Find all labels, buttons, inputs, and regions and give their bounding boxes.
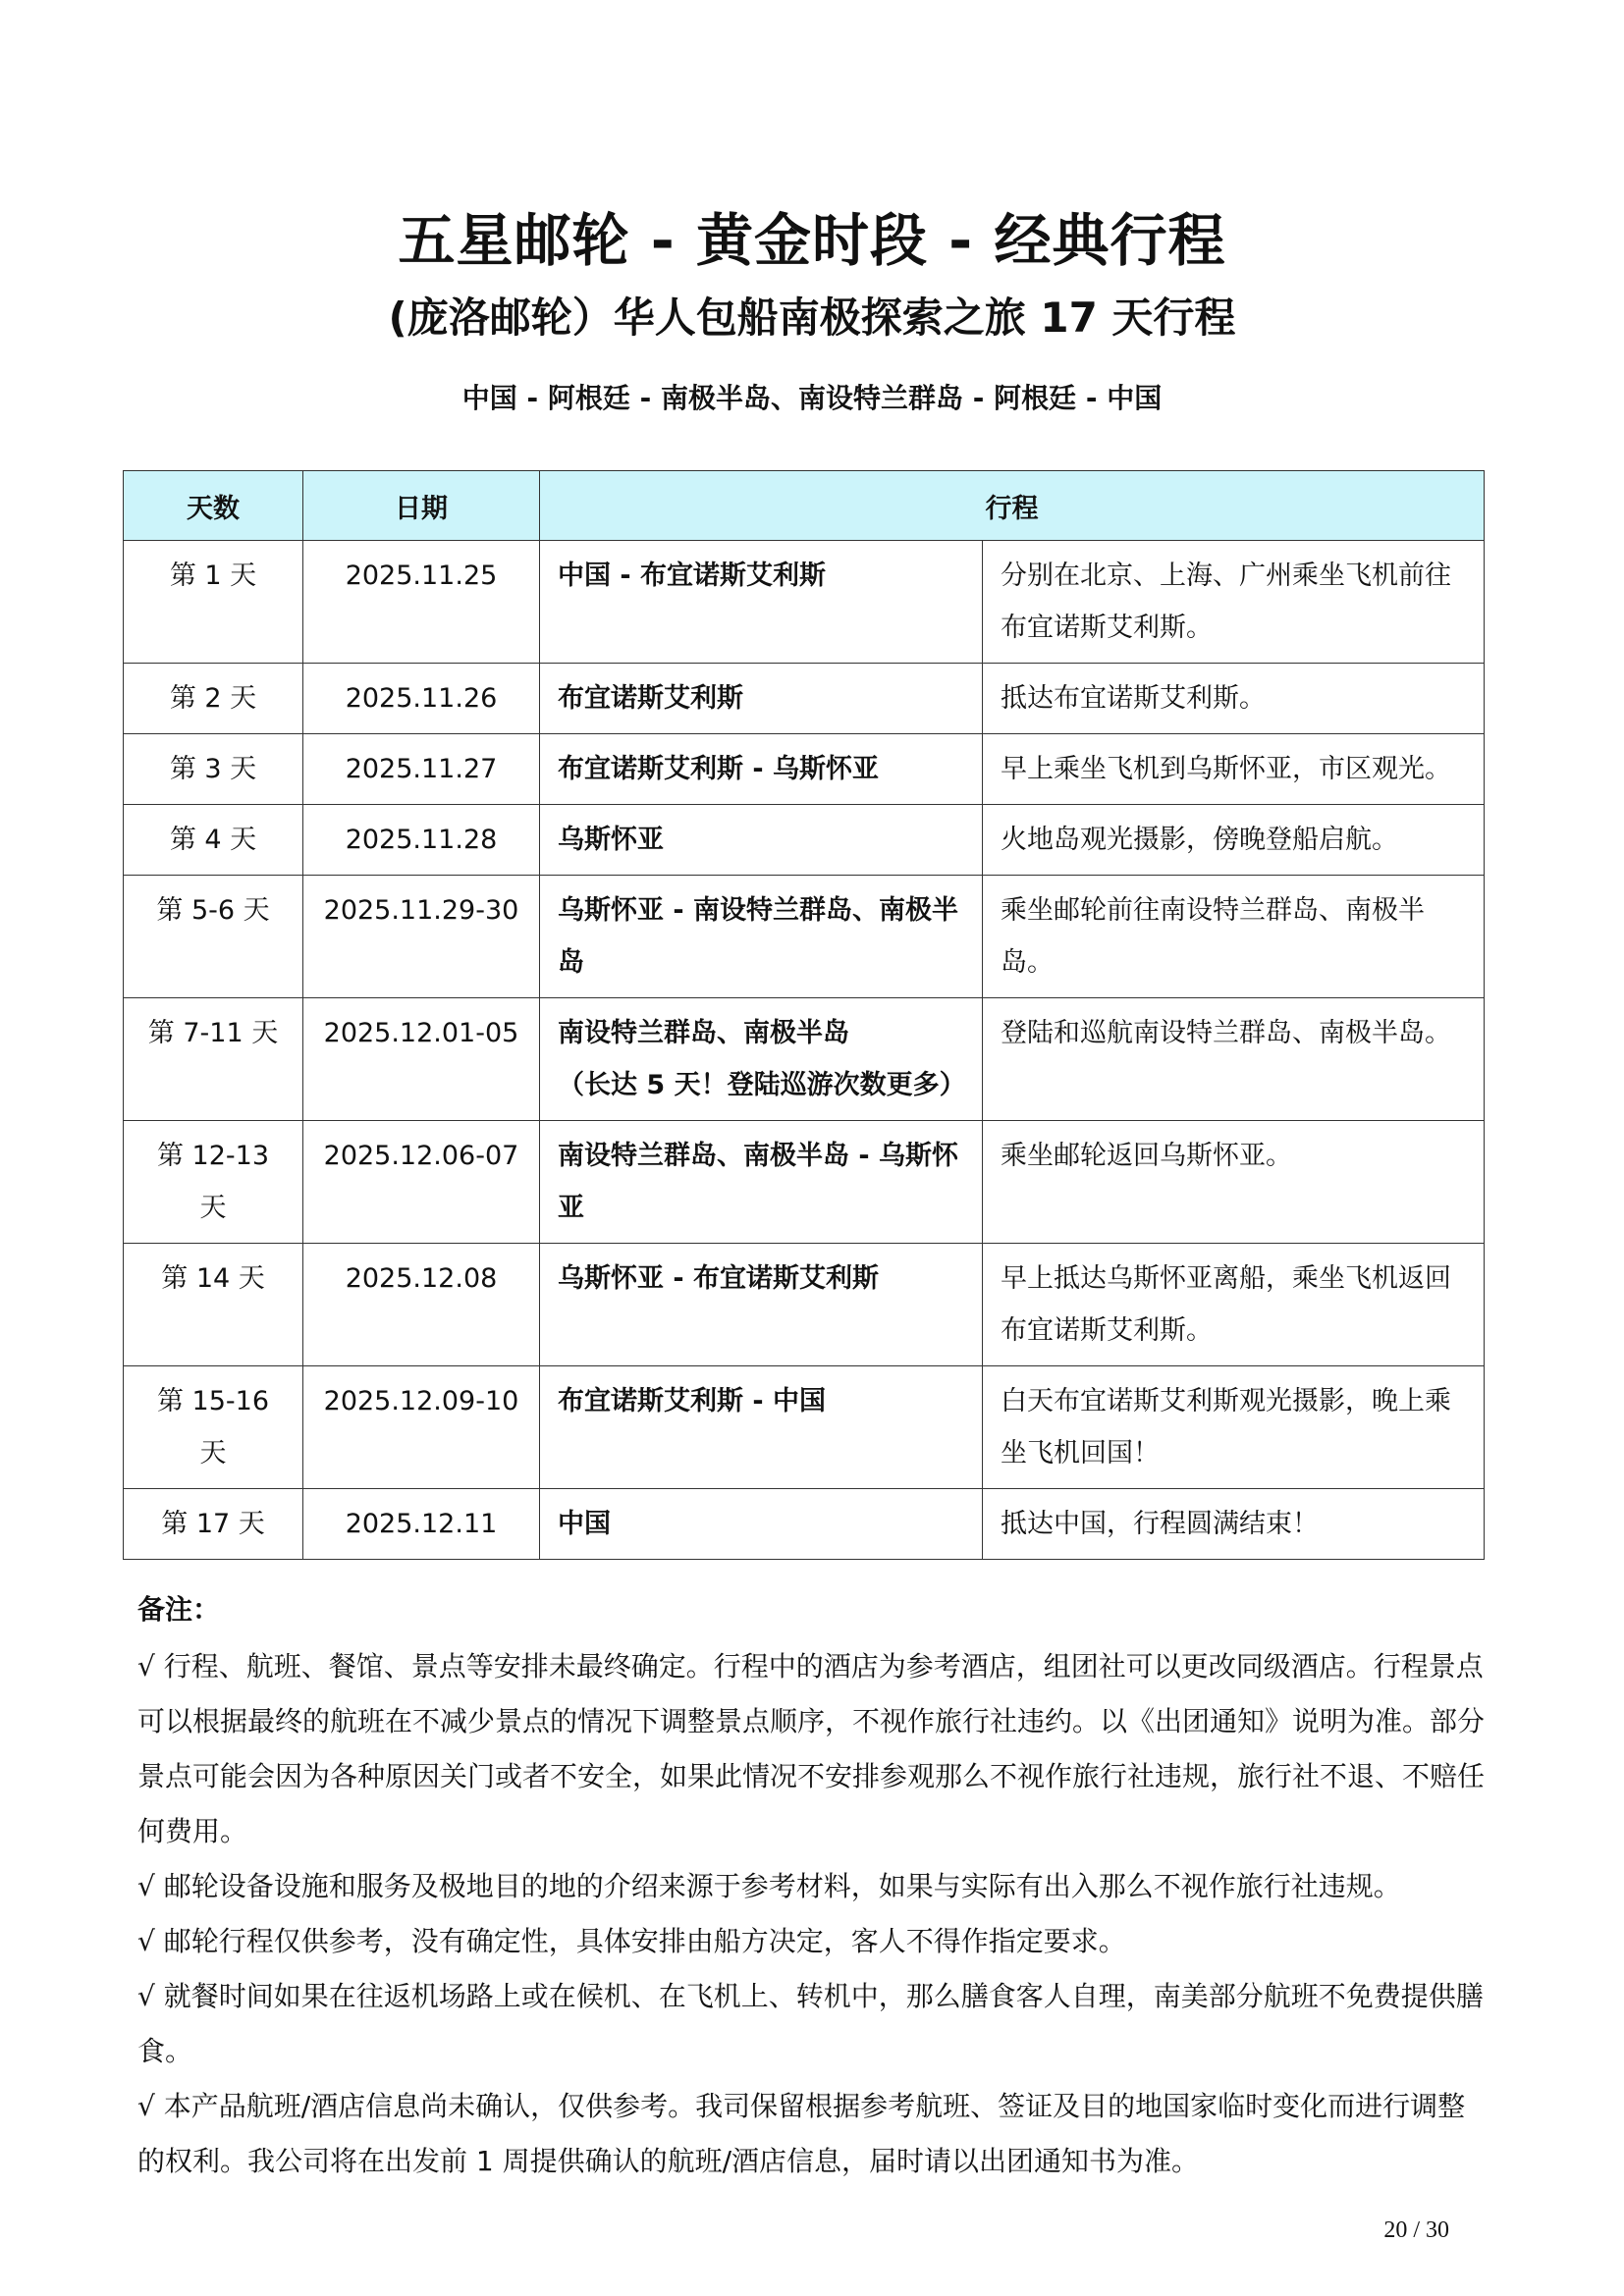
row-place-note: （长达 5 天！登陆巡游次数更多） xyxy=(558,1070,966,1100)
row-date: 2025.12.11 xyxy=(303,1489,540,1560)
table-row xyxy=(124,664,1485,734)
row-day: 第 7-11 天 xyxy=(124,998,303,1121)
row-description: 火地岛观光摄影，傍晚登船启航。 xyxy=(983,805,1485,876)
table-row xyxy=(124,734,1485,805)
row-description: 抵达中国，行程圆满结束！ xyxy=(983,1489,1485,1560)
table-row xyxy=(124,1489,1485,1560)
table-row xyxy=(124,876,1485,998)
table-row xyxy=(124,1244,1485,1366)
row-day: 第 4 天 xyxy=(124,805,303,876)
note-item: √ 邮轮设备设施和服务及极地目的地的介绍来源于参考材料，如果与实际有出入那么不视作旅行社违规。 xyxy=(137,1870,1401,1902)
row-place-text: 布宜诺斯艾利斯 - 中国 xyxy=(558,1386,827,1416)
row-description: 白天布宜诺斯艾利斯观光摄影，晚上乘坐飞机回国！ xyxy=(983,1366,1485,1489)
row-date: 2025.12.08 xyxy=(303,1244,540,1366)
row-description: 乘坐邮轮返回乌斯怀亚。 xyxy=(983,1121,1485,1244)
row-place-text: 南设特兰群岛、南极半岛 - 乌斯怀亚 xyxy=(558,1141,959,1223)
table-row xyxy=(124,1366,1485,1489)
row-place xyxy=(540,664,983,734)
row-day: 第 15-16 天 xyxy=(124,1366,303,1489)
table-row xyxy=(124,998,1485,1121)
row-place xyxy=(540,734,983,805)
row-day: 第 3 天 xyxy=(124,734,303,805)
itinerary-table xyxy=(123,470,1485,1560)
row-date: 2025.11.27 xyxy=(303,734,540,805)
table-row xyxy=(124,1121,1485,1244)
row-place xyxy=(540,876,983,998)
note-item: √ 邮轮行程仅供参考，没有确定性，具体安排由船方决定，客人不得作指定要求。 xyxy=(137,1925,1126,1957)
row-place-text: 乌斯怀亚 - 布宜诺斯艾利斯 xyxy=(558,1263,880,1294)
row-place xyxy=(540,1121,983,1244)
row-date: 2025.12.09-10 xyxy=(303,1366,540,1489)
row-place-text: 中国 - 布宜诺斯艾利斯 xyxy=(558,561,827,591)
row-place xyxy=(540,1366,983,1489)
row-date: 2025.11.29-30 xyxy=(303,876,540,998)
row-place-text: 中国 xyxy=(558,1509,611,1539)
itinerary-table-body xyxy=(124,541,1485,1560)
row-description: 登陆和巡航南设特兰群岛、南极半岛。 xyxy=(983,998,1485,1121)
row-place xyxy=(540,541,983,664)
row-day: 第 5-6 天 xyxy=(124,876,303,998)
row-date: 2025.11.26 xyxy=(303,664,540,734)
note-item: √ 行程、航班、餐馆、景点等安排未最终确定。行程中的酒店为参考酒店，组团社可以更改同级酒店。行程景点可以根据最终的航班在不减少景点的情况下调整景点顺序，不视作旅行社违约。以《出团通知》说明为准。部分景点可能会因为各种原因关门或者不安全，如果此情况不安排参观那么不视作旅行社违规，旅行社不退、不赔任何费用。 xyxy=(137,1650,1486,1847)
row-date: 2025.11.28 xyxy=(303,805,540,876)
row-day: 第 1 天 xyxy=(124,541,303,664)
page-number: 20 / 30 xyxy=(1383,2217,1449,2243)
row-place-text: 布宜诺斯艾利斯 xyxy=(558,683,743,714)
table-header-row xyxy=(124,471,1485,541)
notes-list xyxy=(137,1639,1488,2189)
header-date: 日期 xyxy=(303,471,540,541)
row-place xyxy=(540,1244,983,1366)
note-item: √ 就餐时间如果在往返机场路上或在候机、在飞机上、转机中，那么膳食客人自理，南美部分航班不免费提供膳食。 xyxy=(137,1980,1484,2067)
row-day: 第 14 天 xyxy=(124,1244,303,1366)
notes-title: 备注： xyxy=(137,1593,221,1626)
table-row xyxy=(124,541,1485,664)
page-title: 五星邮轮 - 黄金时段 - 经典行程 xyxy=(398,207,1226,274)
page-subtitle: (庞洛邮轮）华人包船南极探索之旅 17 天行程 xyxy=(388,294,1236,342)
row-day: 第 2 天 xyxy=(124,664,303,734)
row-day: 第 12-13 天 xyxy=(124,1121,303,1244)
route-summary: 中国 - 阿根廷 - 南极半岛、南设特兰群岛 - 阿根廷 - 中国 xyxy=(461,382,1163,414)
row-place-text: 布宜诺斯艾利斯 - 乌斯怀亚 xyxy=(558,754,880,784)
row-date: 2025.11.25 xyxy=(303,541,540,664)
row-description: 抵达布宜诺斯艾利斯。 xyxy=(983,664,1485,734)
table-row xyxy=(124,805,1485,876)
header-itinerary: 行程 xyxy=(540,471,1485,541)
note-item: √ 本产品航班/酒店信息尚未确认，仅供参考。我司保留根据参考航班、签证及目的地国家临时变化而进行调整的权利。我公司将在出发前 1 周提供确认的航班/酒店信息，届时请以出团通知书为准。 xyxy=(137,2090,1466,2177)
row-description: 分别在北京、上海、广州乘坐飞机前往布宜诺斯艾利斯。 xyxy=(983,541,1485,664)
row-date: 2025.12.01-05 xyxy=(303,998,540,1121)
row-place-text: 乌斯怀亚 - 南设特兰群岛、南极半岛 xyxy=(558,895,959,978)
row-place xyxy=(540,1489,983,1560)
row-description: 早上抵达乌斯怀亚离船，乘坐飞机返回布宜诺斯艾利斯。 xyxy=(983,1244,1485,1366)
row-description: 早上乘坐飞机到乌斯怀亚，市区观光。 xyxy=(983,734,1485,805)
row-place-text: 南设特兰群岛、南极半岛 xyxy=(558,1018,849,1048)
row-description: 乘坐邮轮前往南设特兰群岛、南极半岛。 xyxy=(983,876,1485,998)
row-place-text: 乌斯怀亚 xyxy=(558,825,664,855)
row-date: 2025.12.06-07 xyxy=(303,1121,540,1244)
row-place xyxy=(540,998,983,1121)
row-day: 第 17 天 xyxy=(124,1489,303,1560)
header-day: 天数 xyxy=(124,471,303,541)
row-place xyxy=(540,805,983,876)
